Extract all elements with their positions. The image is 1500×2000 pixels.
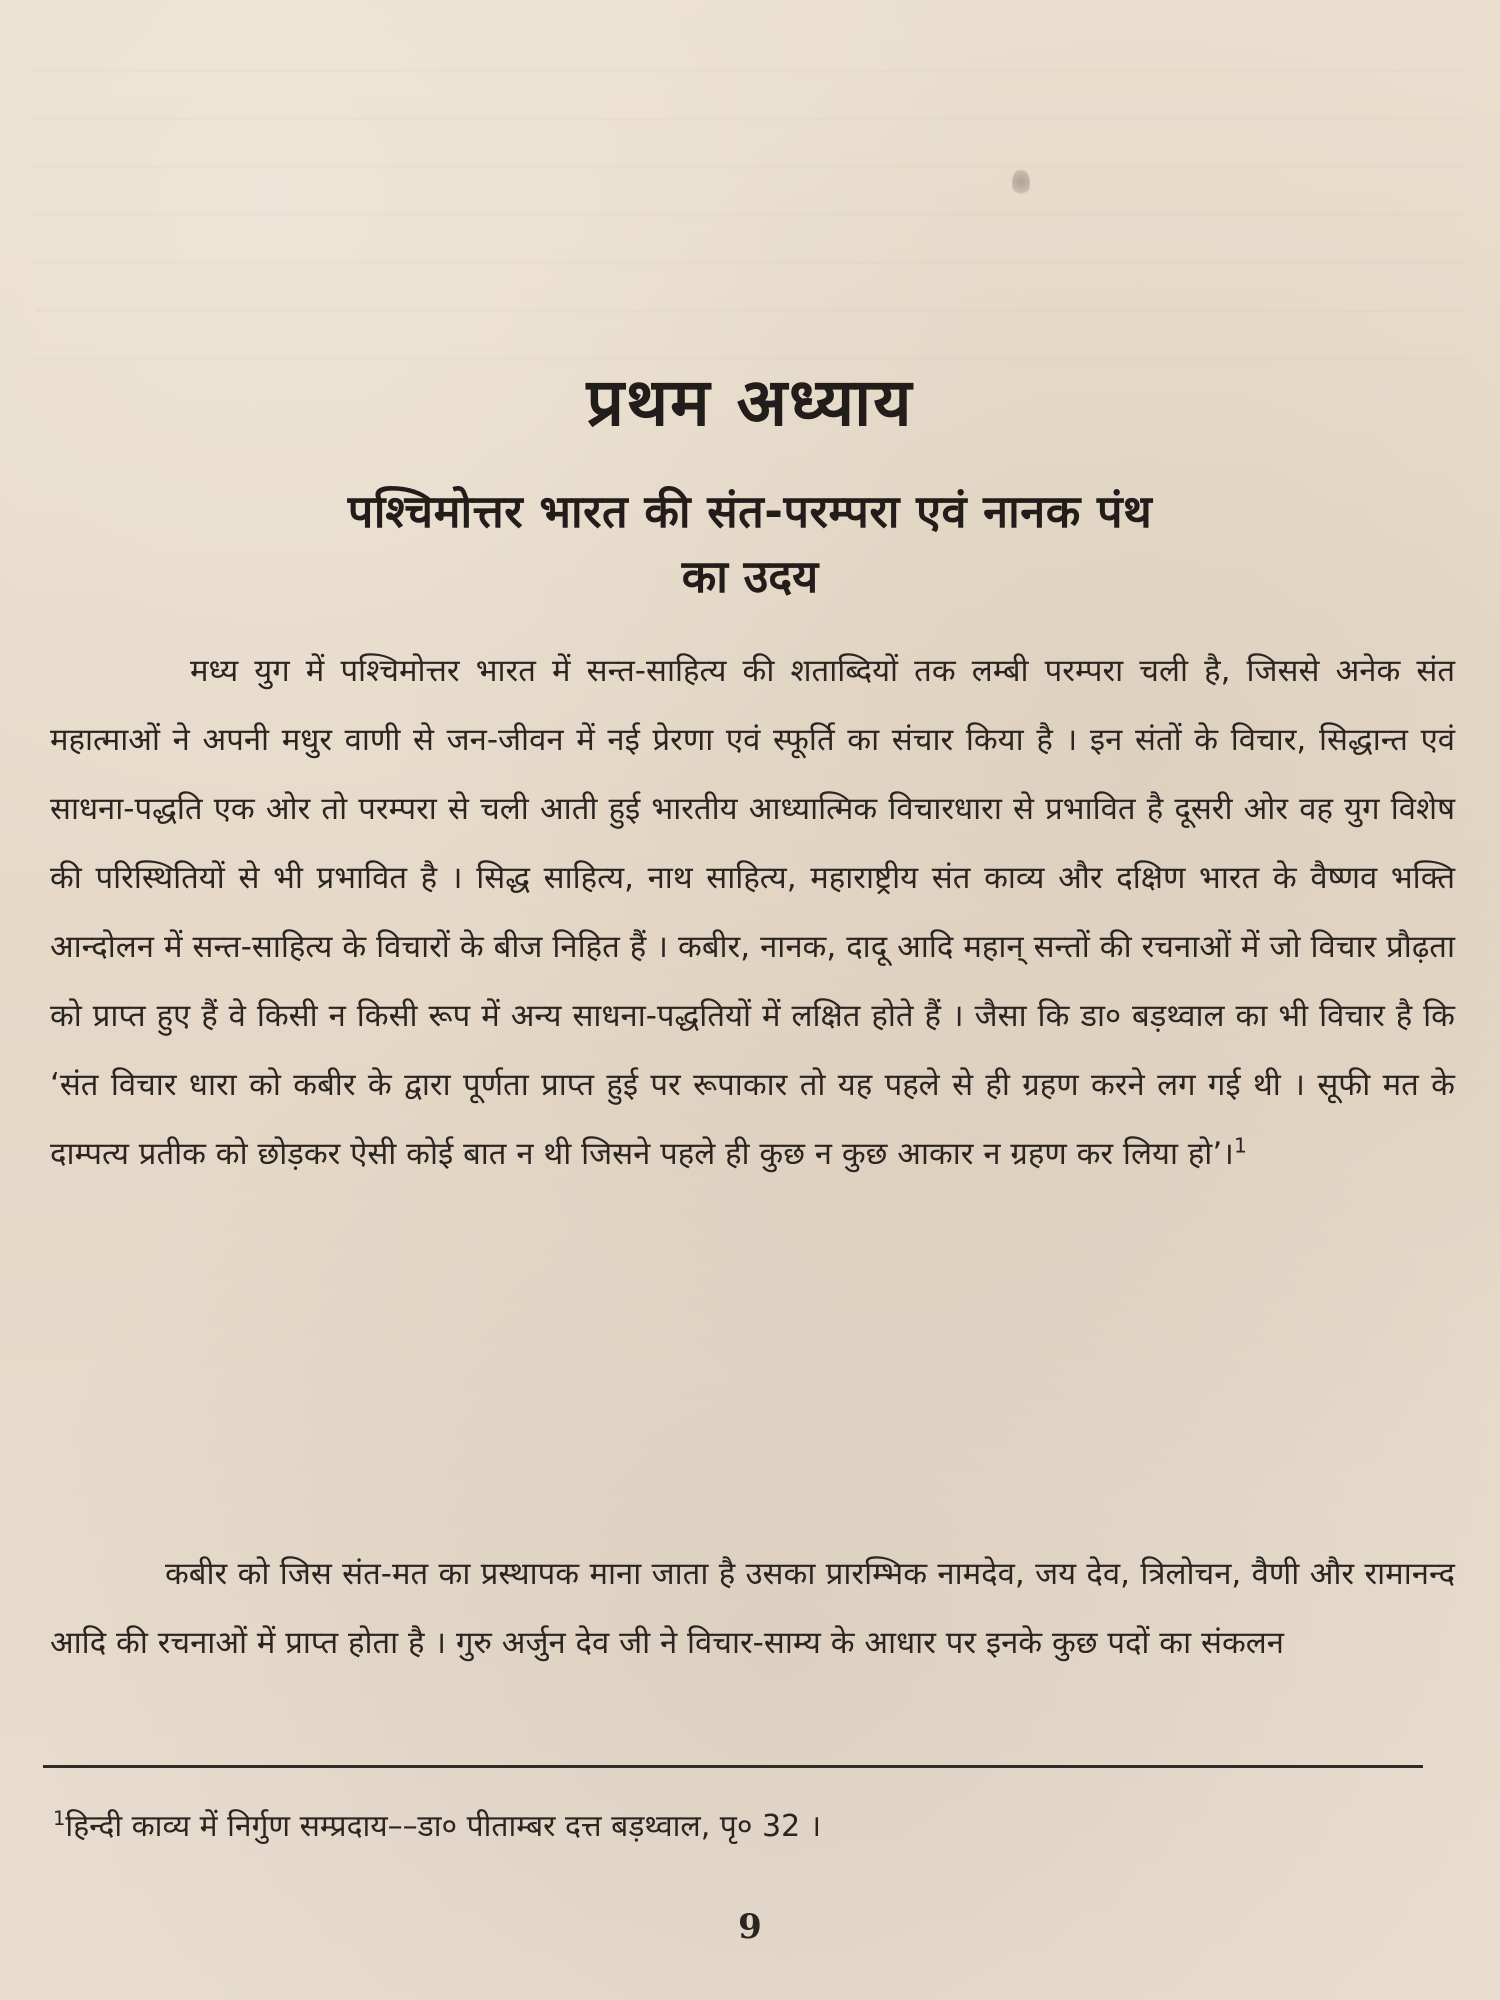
- body-paragraph-1-text: मध्य युग में पश्चिमोत्तर भारत में सन्त-साहित्य की शताब्दियों तक लम्बी परम्परा चली है, जिससे अनेक संत महात्माओं ने अपनी मधुर वाणी से जन-जीवन में नई प्रेरणा एवं स्फूर्ति का संचार किया है । इन संतों के विचार, सिद्धान्त एवं साधना-पद्धति एक ओर तो परम्परा से चली आती हुई भारतीय आध्यात्मिक विचारधारा से प्रभावित है दूसरी ओर वह युग विशेष की परिस्थितियों से भी प्रभावित है । सिद्ध साहित्य, नाथ साहित्य, महाराष्ट्रीय संत काव्य और दक्षिण भारत के वैष्णव भक्ति आन्दोलन में सन्त-साहित्य के विचारों के बीज निहित हैं । कबीर, नानक, दादू आदि महान् सन्तों की रचनाओं में जो विचार प्रौढ़ता को प्राप्त हुए हैं वे किसी न किसी रूप में अन्य साधना-पद्धतियों में लक्षित होते हैं । जैसा कि डा० बड़थ्वाल का भी विचार है कि ‘संत विचार धारा को कबीर के द्वारा पूर्णता प्राप्त हुई पर रूपाकार तो यह पहले से ही ग्रहण करने लग गई थी । सूफी मत के दाम्पत्य प्रतीक को छोड़कर ऐसी कोई बात न थी जिसने पहले ही कुछ न कुछ आकार न ग्रहण कर लिया हो’।: [50, 653, 1455, 1172]
- body-paragraph-1: [50, 637, 1455, 1189]
- footnote-reference-marker: 1: [1233, 1133, 1247, 1158]
- footnote-marker: 1: [53, 1807, 66, 1830]
- body-paragraph-2: कबीर को जिस संत-मत का प्रस्थापक माना जाता है उसका प्रारम्भिक नामदेव, जय देव, त्रिलोचन, वैणी और रामानन्द आदि की रचनाओं में प्राप्त होता है । गुरु अर्जुन देव जी ने विचार-साम्य के आधार पर इनके कुछ पदों का संकलन: [50, 1556, 1455, 1661]
- chapter-subtitle-line-1: पश्चिमोत्तर भारत की संत-परम्परा एवं नानक पंथ: [347, 485, 1153, 538]
- paper-stain: [1012, 169, 1030, 197]
- footnote-text: हिन्दी काव्य में निर्गुण सम्प्रदाय––डा० पीताम्बर दत्त बड़थ्वाल, पृ० 32 ।: [65, 1809, 822, 1844]
- chapter-title: प्रथम अध्याय: [586, 364, 914, 441]
- footnote-divider: [43, 1765, 1423, 1768]
- page-number: 9: [738, 1907, 762, 1947]
- footnote: [53, 1804, 1413, 1845]
- chapter-subtitle-line-2: का उदय: [681, 550, 819, 603]
- show-through-text: [35, 25, 1465, 385]
